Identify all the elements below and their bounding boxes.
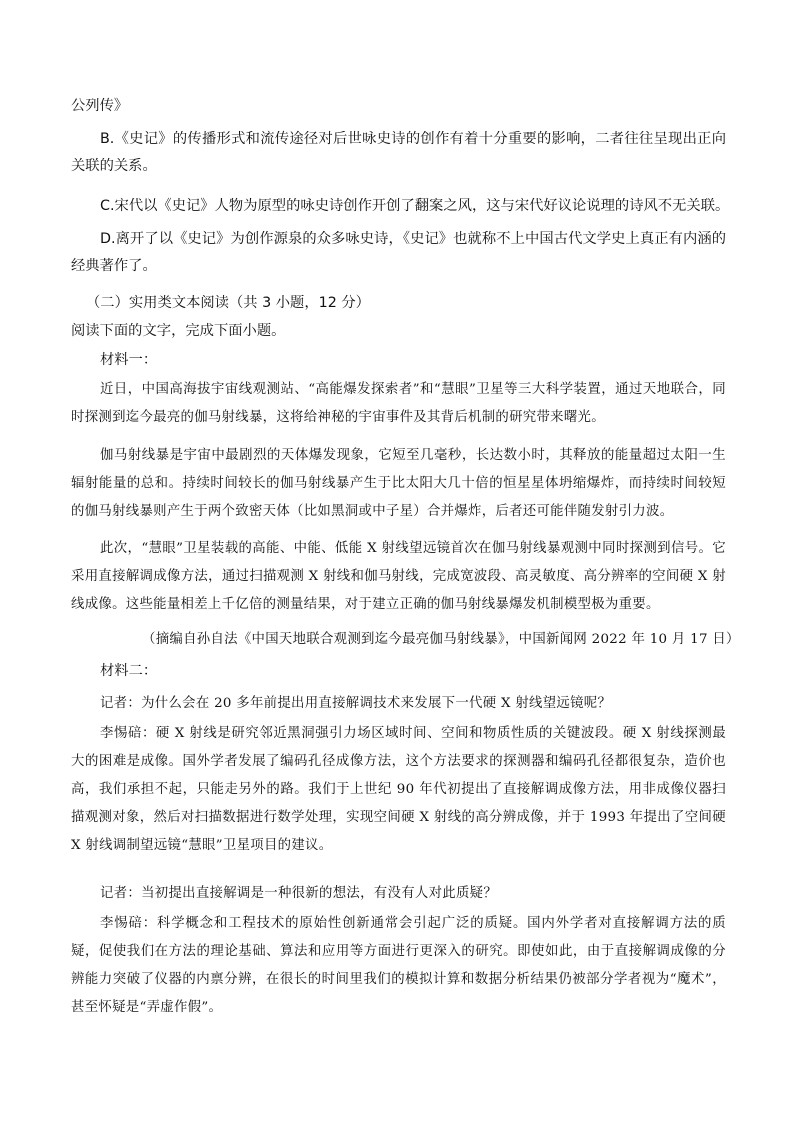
option-b: B.《史记》的传播形式和流传途径对后世咏史诗的创作有着十分重要的影响，二者往往呈现出正向关联的关系。: [71, 131, 726, 174]
interview-question: 记者：当初提出直接解调是一种很新的想法，有没有人对此质疑？: [100, 886, 498, 901]
interview-answer: 李惕碚：科学概念和工程技术的原始性创新通常会引起广泛的质疑。国内外学者对直接解调方法的质疑，促使我们在方法的理论基础、算法和应用等方面进行更深入的研究。即使如此，由于直接解调成像的分辨能力突破了仪器的内禀分辨，在很长的时间里我们的模拟计算和数据分析结果仍被部分学者视为“魔术”，甚至怀疑是“弄虚作假”。: [71, 916, 726, 1015]
material-1-paragraph: 伽马射线暴是宇宙中最剧烈的天体爆发现象，它短至几毫秒，长达数小时，其释放的能量超过太阳一生辐射能量的总和。持续时间较长的伽马射线暴产生于比太阳大几十倍的恒星星体坍缩爆炸，而持续时间较短的伽马射线暴则产生于两个致密天体（比如黑洞或中子星）合并爆炸，后者还可能伴随发射引力波。: [71, 448, 726, 519]
option-c: C.宋代以《史记》人物为原型的咏史诗创作开创了翻案之风，这与宋代好议论说理的诗风不无关联。: [100, 198, 730, 214]
option-d: D.离开了以《史记》为创作源泉的众多咏史诗，《史记》也就称不上中国古代文学史上真正有内涵的经典著作了。: [71, 231, 726, 274]
material-2-label: 材料二：: [100, 663, 158, 679]
material-1-source: （摘编自孙自法《中国天地联合观测到迄今最亮伽马射线暴》，中国新闻网 2022 年 10 月 17 日）: [142, 632, 740, 647]
material-1-label: 材料一：: [100, 352, 158, 368]
option-a-tail: 公列传》: [71, 98, 129, 114]
reading-instruction: 阅读下面的文字，完成下面小题。: [71, 323, 286, 339]
interview-question: 记者：为什么会在 20 多年前提出用直接解调技术来发展下一代硬 X 射线望远镜呢？: [100, 696, 612, 711]
material-1-paragraph: 此次，“慧眼”卫星装载的高能、中能、低能 X 射线望远镜首次在伽马射线暴观测中同时探测到信号。它采用直接解调成像方法，通过扫描观测 X 射线和伽马射线，完成宽波段、高灵敏度、高分辨率的空间硬 X 射线成像。这些能量相差上千亿倍的测量结果，对于建立正确的伽马射线暴爆发机制模型极为重要。: [71, 541, 726, 612]
material-1-paragraph: 近日，中国高海拔宇宙线观测站、“高能爆发探索者”和“慧眼”卫星等三大科学装置，通过天地联合，同时探测到迄今最亮的伽马射线暴，这将给神秘的宇宙事件及其背后机制的研究带来曙光。: [71, 382, 726, 425]
interview-answer: 李惕碚：硬 X 射线是研究邻近黑洞强引力场区域时间、空间和物质性质的关键波段。硬 X 射线探测最大的困难是成像。国外学者发展了编码孔径成像方法，这个方法要求的探测器和编码孔径都很复杂，造价也高，我们承担不起，只能走另外的路。我们于上世纪 90 年代初提出了直接解调成像方法，用非成像仪器扫描观测对象，然后对扫描数据进行数学处理，实现空间硬 X 射线的高分辨成像，并于 1993 年提出了空间硬 X 射线调制望远镜“慧眼”卫星项目的建议。: [71, 726, 726, 853]
section-heading: （二）实用类文本阅读（共 3 小题，12 分）: [86, 295, 370, 311]
